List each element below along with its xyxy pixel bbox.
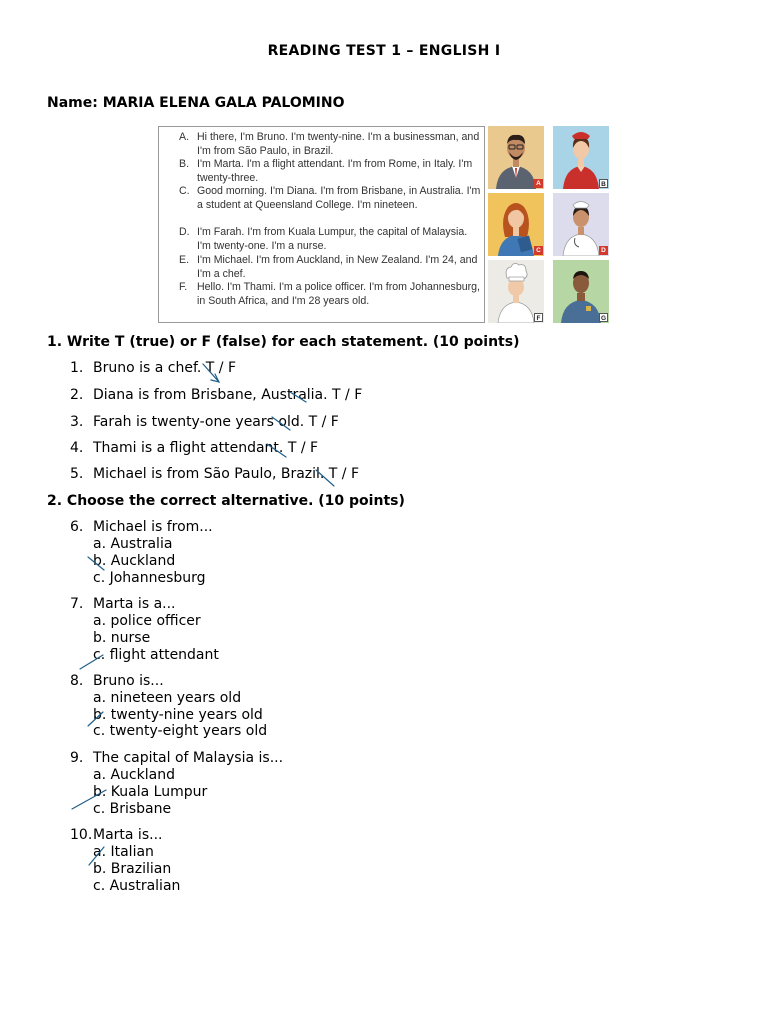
question-8 [70,673,164,689]
item-number: 4. [70,440,84,456]
option: b. Brazilian [93,861,172,877]
question-text: Michael is from... [93,519,213,535]
question-10 [70,827,162,843]
option: b. Kuala Lumpur [93,784,208,800]
character-pictures [488,126,610,321]
question-text: Marta is a... [93,596,176,612]
question-6 [70,519,213,535]
picture-tag: C [534,246,543,255]
tf-item [70,466,359,482]
entry-text: I'm Marta. I'm a flight attendant. I'm from Rome, in Italy. I'm twenty-three. [197,158,473,184]
item-text: Michael is from São Paulo, Brazil. T / F [93,466,360,482]
option: a. Auckland [93,767,175,783]
option: c. Brisbane [93,801,172,817]
reading-passage-box [158,126,485,323]
item-number: 2. [70,387,84,403]
option: a. police officer [93,613,201,629]
entry-letter: F. [179,281,188,293]
item-text: Farah is twenty-one years old. T / F [93,414,339,430]
tf-item [70,440,318,456]
picture-businessman [488,126,544,189]
picture-nurse [553,193,609,256]
item-text: Thami is a flight attendant. T / F [93,440,319,456]
question-7 [70,596,176,612]
tf-item [70,414,339,430]
picture-tag: F [534,313,543,322]
section-1-heading: 1. Write T (true) or F (false) for each statement. (10 points) [47,334,520,350]
tf-item [70,360,236,376]
picture-police-officer [553,260,609,323]
picture-chef [488,260,544,323]
entry-text: Hello. I'm Thami. I'm a police officer. I'm from Johannesburg, in South Africa, and I'm 28 years old. [197,281,480,307]
option: c. Australian [93,878,181,894]
entry-letter: A. [179,131,190,143]
option: b. Auckland [93,553,176,569]
entry-letter: B. [179,158,190,170]
question-number: 9. [70,750,84,766]
option: a. nineteen years old [93,690,242,706]
picture-tag: A [534,179,543,188]
item-number: 1. [70,360,84,376]
question-number: 6. [70,519,84,535]
item-text: Bruno is a chef. T / F [93,360,237,376]
question-text: Marta is... [93,827,163,843]
picture-tag: B [599,179,608,188]
section-2-heading: 2. Choose the correct alternative. (10 points) [47,493,405,509]
student-name: Name: MARIA ELENA GALA PALOMINO [47,95,345,111]
question-text: Bruno is... [93,673,164,689]
entry-letter: E. [179,254,190,266]
entry-text: I'm Michael. I'm from Auckland, in New Zealand. I'm 24, and I'm a chef. [197,254,478,280]
entry-text: I'm Farah. I'm from Kuala Lumpur, the capital of Malaysia. I'm twenty-one. I'm a nurse. [197,226,468,252]
question-text: The capital of Malaysia is... [93,750,284,766]
entry-letter: D. [179,226,190,238]
option: b. nurse [93,630,151,646]
option: a. Australia [93,536,173,552]
question-number: 8. [70,673,84,689]
entry-text: Good morning. I'm Diana. I'm from Brisbane, in Australia. I'm a student at Queensland College. I'm nineteen. [197,185,481,211]
option: c. twenty-eight years old [93,723,268,739]
option: c. Johannesburg [93,570,206,586]
tf-item [70,387,362,403]
question-9 [70,750,283,766]
page-title: READING TEST 1 – ENGLISH I [267,43,501,59]
option: a. Italian [93,844,154,860]
item-text: Diana is from Brisbane, Australia. T / F [93,387,363,403]
item-number: 5. [70,466,84,482]
option: c. flight attendant [93,647,219,663]
picture-tag: D [599,246,608,255]
question-number: 10. [70,827,93,843]
entry-letter: C. [179,185,190,197]
entry-text: Hi there, I'm Bruno. I'm twenty-nine. I'm a businessman, and I'm from São Paulo, in Brazil. [197,131,480,157]
option: b. twenty-nine years old [93,707,263,723]
item-number: 3. [70,414,84,430]
picture-tag: G [600,315,607,322]
question-number: 7. [70,596,84,612]
picture-flight-attendant [553,126,609,189]
picture-student [488,193,544,256]
